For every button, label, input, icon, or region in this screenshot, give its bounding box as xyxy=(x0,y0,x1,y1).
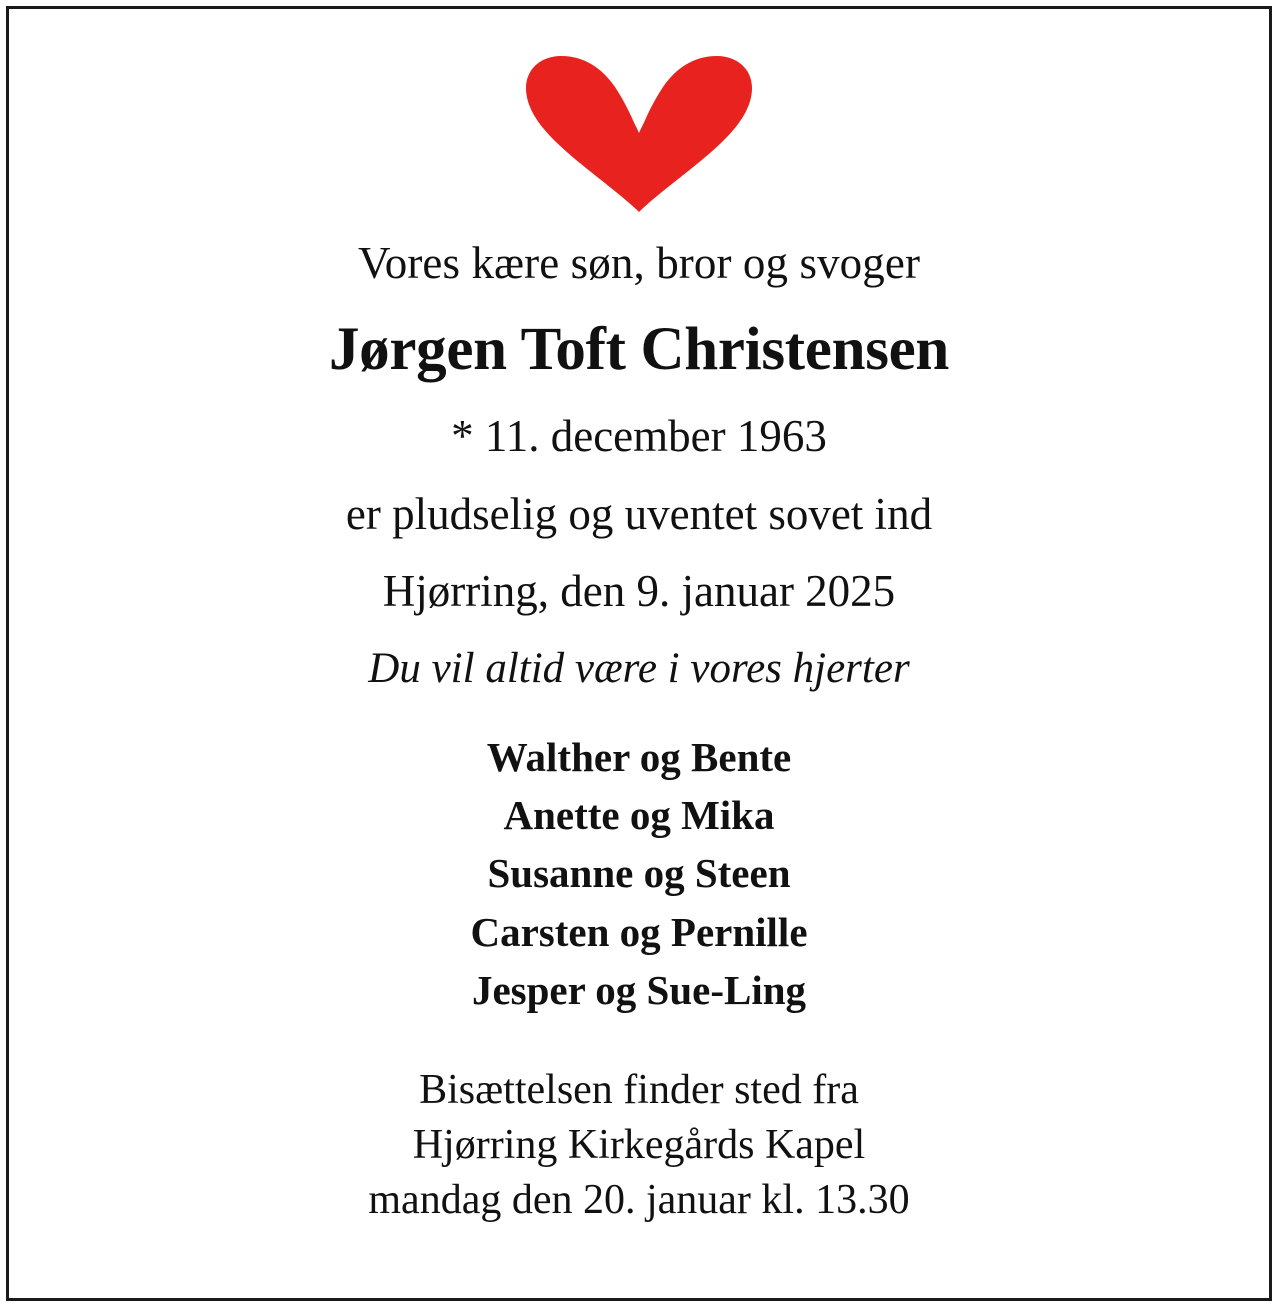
funeral-detail-line: mandag den 20. januar kl. 13.30 xyxy=(368,1177,910,1224)
funeral-detail-line: Hjørring Kirkegårds Kapel xyxy=(412,1122,866,1169)
obituary-notice-card xyxy=(6,6,1272,1301)
survivors-list xyxy=(470,728,807,1019)
deceased-name: Jørgen Toft Christensen xyxy=(328,316,950,383)
epitaph-line: Du vil altid være i vores hjerter xyxy=(368,645,910,692)
survivor-line: Susanne og Steen xyxy=(487,850,791,897)
funeral-details xyxy=(368,1063,909,1228)
obituary-notice-content xyxy=(9,9,1269,1298)
survivor-line: Jesper og Sue-Ling xyxy=(471,966,807,1013)
survivor-line: Carsten og Pernille xyxy=(470,908,808,955)
survivor-line: Walther og Bente xyxy=(486,734,792,780)
place-and-date-of-death: Hjørring, den 9. januar 2025 xyxy=(382,566,896,616)
passing-line: er pludselig og uventet sovet ind xyxy=(345,489,933,539)
birth-date-line: * 11. december 1963 xyxy=(451,411,827,461)
heart-icon xyxy=(524,55,754,213)
survivor-line: Anette og Mika xyxy=(503,792,775,839)
lead-line: Vores kære søn, bror og svoger xyxy=(357,238,921,288)
funeral-detail-line: Bisættelsen finder sted fra xyxy=(419,1067,859,1114)
